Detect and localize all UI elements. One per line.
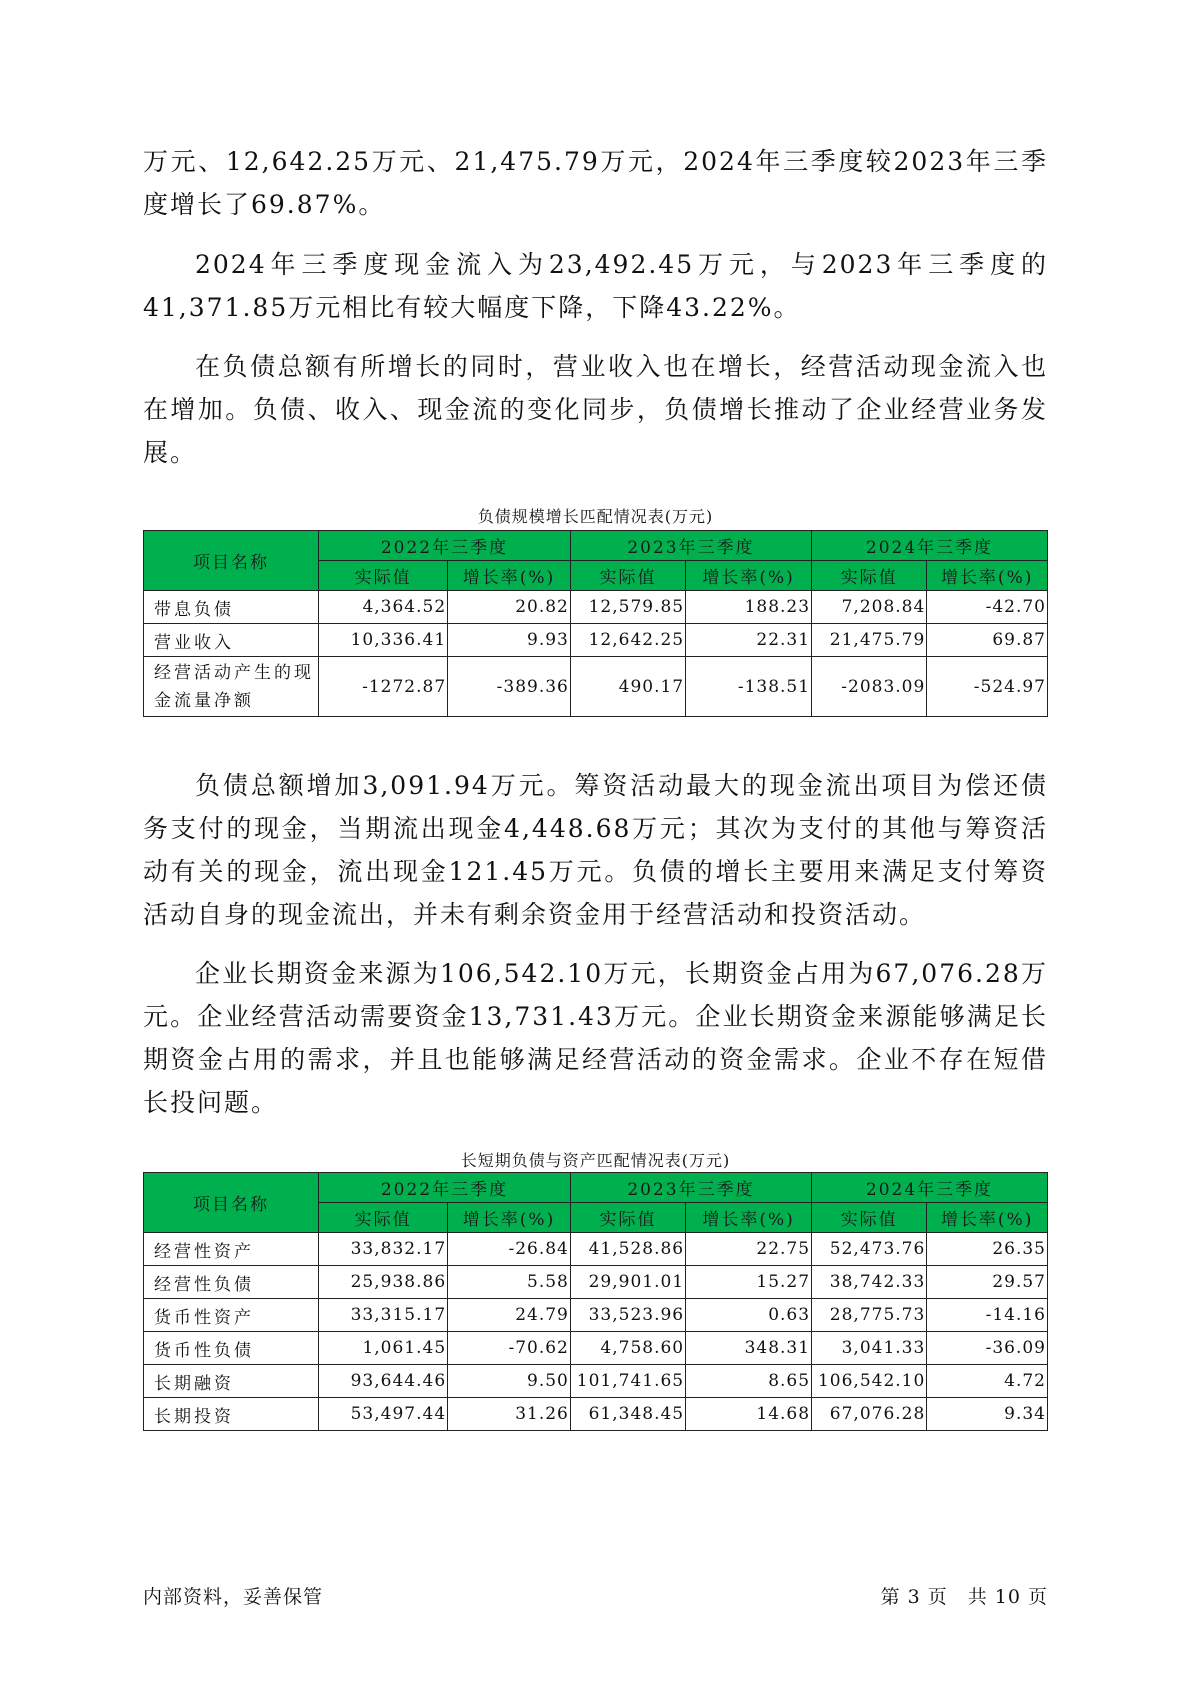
row-label: 经营活动产生的现金流量净额 bbox=[144, 657, 319, 717]
table-row bbox=[144, 624, 1048, 657]
cell-value: -389.36 bbox=[448, 657, 571, 717]
cell-value: 4.72 bbox=[927, 1365, 1048, 1398]
row-label: 经营性资产 bbox=[144, 1233, 319, 1266]
table-row bbox=[144, 1398, 1048, 1431]
period-header-2023: 2023年三季度 bbox=[570, 531, 811, 561]
debt-growth-table bbox=[143, 530, 1048, 717]
cell-value: 22.75 bbox=[686, 1233, 812, 1266]
cell-value: 348.31 bbox=[686, 1332, 812, 1365]
table-row bbox=[144, 657, 1048, 717]
cell-value: 7,208.84 bbox=[812, 591, 927, 624]
paragraph-1: 万元、12,642.25万元、21,475.79万元，2024年三季度较2023年三季度增长了69.87%。 bbox=[143, 147, 1048, 219]
cell-value: 14.68 bbox=[686, 1398, 812, 1431]
actual-header: 实际值 bbox=[319, 1203, 448, 1233]
footer-page-number: 第 3 页 共 10 页 bbox=[880, 1586, 1048, 1608]
cell-value: 22.31 bbox=[686, 624, 812, 657]
cell-value: 188.23 bbox=[686, 591, 812, 624]
period-header-2022: 2022年三季度 bbox=[319, 531, 571, 561]
cell-value: 4,758.60 bbox=[570, 1332, 685, 1365]
cell-value: 26.35 bbox=[927, 1233, 1048, 1266]
row-label: 经营性负债 bbox=[144, 1266, 319, 1299]
table1-caption: 负债规模增长匹配情况表(万元) bbox=[477, 507, 714, 526]
cell-value: 10,336.41 bbox=[319, 624, 448, 657]
cell-value: 52,473.76 bbox=[812, 1233, 927, 1266]
paragraph-4: 负债总额增加3,091.94万元。筹资活动最大的现金流出项目为偿还债务支付的现金，当期流出现金4,448.68万元；其次为支付的其他与筹资活动有关的现金，流出现金121.45万元。负债的增长主要用来满足支付筹资活动自身的现金流出，并未有剩余资金用于经营活动和投资活动。 bbox=[143, 771, 1048, 929]
cell-value: 53,497.44 bbox=[319, 1398, 448, 1431]
row-label: 营业收入 bbox=[144, 624, 319, 657]
cell-value: 1,061.45 bbox=[319, 1332, 448, 1365]
cell-value: -138.51 bbox=[686, 657, 812, 717]
cell-value: 38,742.33 bbox=[812, 1266, 927, 1299]
cell-value: 33,523.96 bbox=[570, 1299, 685, 1332]
cell-value: 21,475.79 bbox=[812, 624, 927, 657]
cell-value: 15.27 bbox=[686, 1266, 812, 1299]
period-header-2022: 2022年三季度 bbox=[319, 1173, 571, 1203]
actual-header: 实际值 bbox=[570, 561, 685, 591]
cell-value: 3,041.33 bbox=[812, 1332, 927, 1365]
growth-header: 增长率(%) bbox=[927, 561, 1048, 591]
cell-value: 4,364.52 bbox=[319, 591, 448, 624]
cell-value: 0.63 bbox=[686, 1299, 812, 1332]
cell-value: 12,642.25 bbox=[570, 624, 685, 657]
period-header-2023: 2023年三季度 bbox=[570, 1173, 811, 1203]
cell-value: 31.26 bbox=[448, 1398, 571, 1431]
cell-value: 12,579.85 bbox=[570, 591, 685, 624]
cell-value: 33,315.17 bbox=[319, 1299, 448, 1332]
growth-header: 增长率(%) bbox=[686, 561, 812, 591]
footer-confidential-note: 内部资料，妥善保管 bbox=[143, 1586, 324, 1608]
paragraph-2: 2024年三季度现金流入为23,492.45万元，与2023年三季度的41,371.85万元相比有较大幅度下降，下降43.22%。 bbox=[143, 250, 1048, 322]
cell-value: -1272.87 bbox=[319, 657, 448, 717]
period-header-2024: 2024年三季度 bbox=[812, 1173, 1048, 1203]
cell-value: 41,528.86 bbox=[570, 1233, 685, 1266]
cell-value: -42.70 bbox=[927, 591, 1048, 624]
growth-header: 增长率(%) bbox=[448, 1203, 571, 1233]
cell-value: 93,644.46 bbox=[319, 1365, 448, 1398]
cell-value: 9.93 bbox=[448, 624, 571, 657]
cell-value: 24.79 bbox=[448, 1299, 571, 1332]
cell-value: 101,741.65 bbox=[570, 1365, 685, 1398]
cell-value: 20.82 bbox=[448, 591, 571, 624]
cell-value: 106,542.10 bbox=[812, 1365, 927, 1398]
cell-value: 8.65 bbox=[686, 1365, 812, 1398]
item-name-header: 项目名称 bbox=[144, 531, 319, 591]
cell-value: -26.84 bbox=[448, 1233, 571, 1266]
actual-header: 实际值 bbox=[812, 561, 927, 591]
cell-value: 28,775.73 bbox=[812, 1299, 927, 1332]
cell-value: -2083.09 bbox=[812, 657, 927, 717]
cell-value: -14.16 bbox=[927, 1299, 1048, 1332]
paragraph-3: 在负债总额有所增长的同时，营业收入也在增长，经营活动现金流入也在增加。负债、收入、现金流的变化同步，负债增长推动了企业经营业务发展。 bbox=[143, 352, 1048, 467]
growth-header: 增长率(%) bbox=[686, 1203, 812, 1233]
cell-value: 9.34 bbox=[927, 1398, 1048, 1431]
cell-value: 9.50 bbox=[448, 1365, 571, 1398]
cell-value: 33,832.17 bbox=[319, 1233, 448, 1266]
cell-value: 29.57 bbox=[927, 1266, 1048, 1299]
cell-value: 69.87 bbox=[927, 624, 1048, 657]
table-row bbox=[144, 1365, 1048, 1398]
row-label: 货币性负债 bbox=[144, 1332, 319, 1365]
table-row bbox=[144, 591, 1048, 624]
actual-header: 实际值 bbox=[570, 1203, 685, 1233]
cell-value: 490.17 bbox=[570, 657, 685, 717]
period-header-2024: 2024年三季度 bbox=[812, 531, 1048, 561]
paragraph-5: 企业长期资金来源为106,542.10万元，长期资金占用为67,076.28万元。企业经营活动需要资金13,731.43万元。企业长期资金来源能够满足长期资金占用的需求，并且也能够满足经营活动的资金需求。企业不存在短借长投问题。 bbox=[143, 959, 1048, 1117]
row-label: 长期投资 bbox=[144, 1398, 319, 1431]
table-row bbox=[144, 1233, 1048, 1266]
cell-value: -524.97 bbox=[927, 657, 1048, 717]
table-row bbox=[144, 1266, 1048, 1299]
cell-value: -36.09 bbox=[927, 1332, 1048, 1365]
row-label: 货币性资产 bbox=[144, 1299, 319, 1332]
actual-header: 实际值 bbox=[812, 1203, 927, 1233]
asset-liability-table bbox=[143, 1172, 1048, 1431]
table-row bbox=[144, 1332, 1048, 1365]
growth-header: 增长率(%) bbox=[448, 561, 571, 591]
cell-value: 67,076.28 bbox=[812, 1398, 927, 1431]
row-label: 长期融资 bbox=[144, 1365, 319, 1398]
cell-value: -70.62 bbox=[448, 1332, 571, 1365]
table2-caption: 长短期负债与资产匹配情况表(万元) bbox=[460, 1151, 731, 1170]
table-row bbox=[144, 1299, 1048, 1332]
growth-header: 增长率(%) bbox=[927, 1203, 1048, 1233]
item-name-header: 项目名称 bbox=[144, 1173, 319, 1233]
row-label: 带息负债 bbox=[144, 591, 319, 624]
cell-value: 29,901.01 bbox=[570, 1266, 685, 1299]
cell-value: 25,938.86 bbox=[319, 1266, 448, 1299]
cell-value: 61,348.45 bbox=[570, 1398, 685, 1431]
actual-header: 实际值 bbox=[319, 561, 448, 591]
cell-value: 5.58 bbox=[448, 1266, 571, 1299]
